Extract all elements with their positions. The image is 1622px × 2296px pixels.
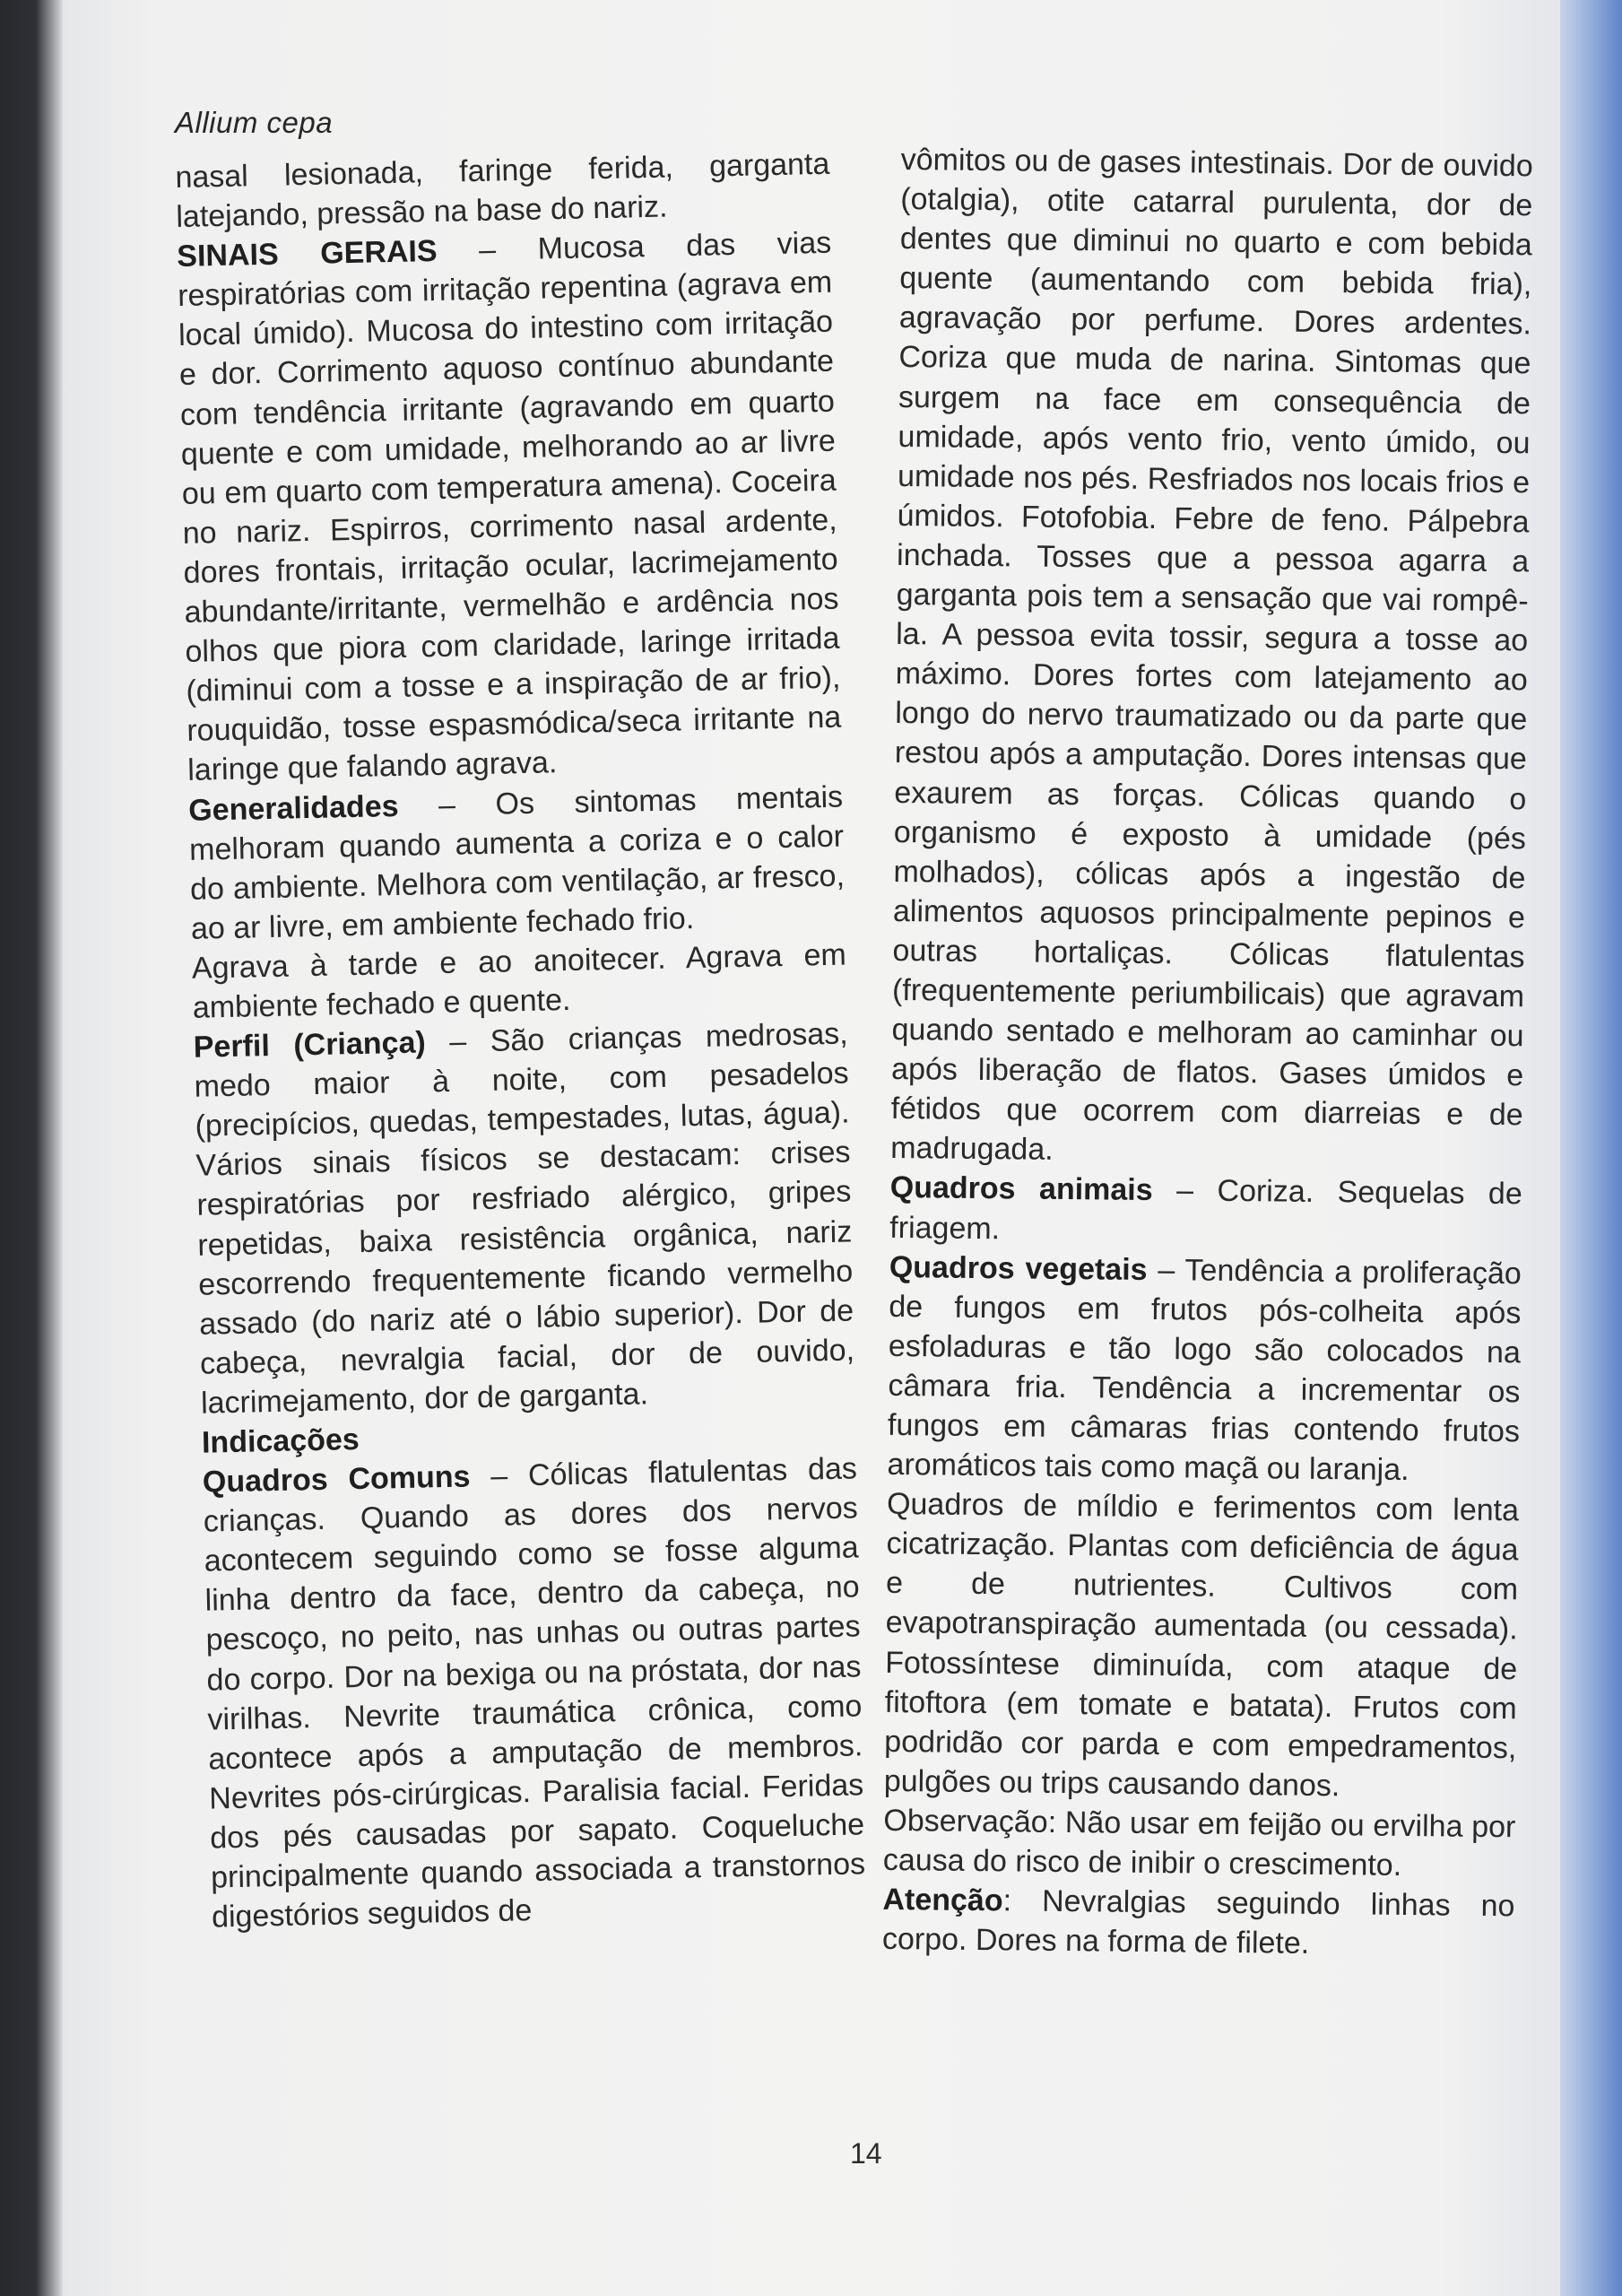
- section-label: Atenção: [882, 1883, 1003, 1918]
- section-label: SINAIS GERAIS: [176, 234, 438, 274]
- paragraph-text: – Os sintomas mentais melhoram quando aumenta a coriza e o calor do ambiente. Melhora com ventilação, ar fresco, ao ar livre, em ambiente fechado frio.: [188, 779, 846, 946]
- background-edge: [1560, 0, 1622, 2296]
- section-label: Quadros animais: [889, 1170, 1153, 1208]
- paragraph-text: – Coriza. Sequelas de friagem.: [889, 1173, 1522, 1246]
- paragraph: [177, 223, 843, 790]
- paragraph: [887, 1248, 1522, 1492]
- paragraph-text: vômitos ou de gases intestinais. Dor de ouvido (otalgia), otite catarral purulenta, dor de dentes que diminui no quarto e com bebida quente (aumentando com bebida fria), agravação por perfume. Dores ardentes. Coriza que muda de narina. Sintomas que surgem na face em consequência de umidade, após vento frio, vento úmido, ou umidade nos pés. Resfriados nos locais frios e úmidos. Fotofobia. Febre de feno. Pálpebra inchada. Tosses que a pessoa agarra a garganta pois tem a sensação que vai rompê-la. A pessoa evita tossir, segura a tosse ao máximo. Dores fortes com latejamento ao longo do nervo traumatizado ou da parte que restou após a amputação. Dores intensas que exaurem as forças. Cólicas quando o organismo é exposto à umidade (pés molhados), cólicas após a ingestão de alimentos aquosos principalmente pepinos e outras hortaliças. Cólicas flatulentas (frequentemente periumbilicais) que agravam quando sentado e melhoram ao caminhar ou após liberação de flatos. Gases úmidos e fétidos que ocorrem com diarreias e de madrugada.: [890, 142, 1533, 1168]
- paragraph: [883, 1801, 1516, 1887]
- paragraph: [202, 1448, 866, 1936]
- paragraph: [884, 1484, 1520, 1807]
- paragraph-text: – Tendência a proliferação de fungos em frutos pós-colheita após esfoladuras e tão logo são colocados na câmara fria. Tendência a incrementar os fungos em câmaras frias contendo frutos aromáticos tais como maçã ou laranja.: [887, 1252, 1522, 1488]
- paragraph: [889, 1168, 1522, 1254]
- paragraph: [175, 144, 831, 237]
- paragraph-text: : Nevralgias seguindo linhas no corpo. Dores na forma de filete.: [881, 1883, 1515, 1961]
- paragraph-text: – Cólicas flatulentas das crianças. Quando as dores dos nervos acontecem seguindo como se fosse alguma linha dentro da face, dentro da cabeça, no pescoço, no peito, nas unhas ou outras partes do corpo. Dor na bexiga ou na próstata, dor nas virilhas. Nevrite traumática crônica, como acontece após a amputação de membros. Nevrites pós-cirúrgicas. Paralisia facial. Feridas dos pés causadas por sapato. Coqueluche principalmente quando associada a transtornos digestórios seguidos de: [203, 1451, 866, 1935]
- running-title: Allium cepa: [175, 106, 334, 139]
- section-label: Quadros Comuns: [202, 1459, 471, 1500]
- paragraph-text: Observação: Não usar em feijão ou ervilha por causa do risco de inibir o crescimento.: [882, 1803, 1516, 1883]
- section-label: Generalidades: [187, 788, 399, 828]
- section-label: Quadros vegetais: [889, 1249, 1148, 1287]
- paragraph: [191, 935, 847, 1027]
- paragraph-text: Quadros de míldio e ferimentos com lenta cicatrização. Plantas com deficiência de água e de nutrientes. Cultivos com evapotranspiração aumentada (ou cessada). Fotossíntese diminuída, com ataque de fitoftora (em tomate e batata). Frutos com podridão cor parda e com empedramentos, pulgões ou trips causando danos.: [883, 1487, 1520, 1804]
- paragraph-text: nasal lesionada, faringe ferida, garganta latejando, pressão na base do nariz.: [175, 146, 830, 235]
- section-label: Perfil (Criança): [193, 1025, 427, 1065]
- paragraph-text: Agrava à tarde e ao anoitecer. Agrava em ambiente fechado e quente.: [191, 937, 847, 1025]
- page-number: 14: [850, 2137, 882, 2170]
- paragraph: [882, 1880, 1515, 1966]
- left-column: [175, 144, 866, 1937]
- right-column: [882, 140, 1533, 1966]
- paragraph: [193, 1014, 855, 1423]
- paragraph: [890, 140, 1533, 1175]
- section-heading: Indicações: [201, 1422, 360, 1460]
- paragraph-text: – Mucosa das vias respiratórias com irritação repentina (agrava em local úmido). Mucosa do intestino com irritação e dor. Corrimento aquoso contínuo abundante com tendência irritante (agravando em quarto quente e com umidade, melhorando ao ar livre ou em quarto com temperatura amena). Coceira no nariz. Espirros, corrimento nasal ardente, dores frontais, irritação ocular, lacrimejamento abundante/irritante, vermelhão e ardência nos olhos que piora com claridade, laringe irritada (diminui com a tosse e a inspiração de ar frio), rouquidão, tosse espasmódica/seca irritante na laringe que falando agrava.: [177, 225, 842, 788]
- paragraph: [188, 777, 846, 949]
- paragraph-text: – São crianças medrosas, medo maior à noite, com pesadelos (precipícios, quedas, tempestades, lutas, água). Vários sinais físicos se destacam: crises respiratórias por resfriado alérgico, gripes repetidas, baixa resistência orgânica, nariz escorrendo frequentemente ficando vermelho assado (do nariz até o lábio superior). Dor de cabeça, nevralgia facial, dor de ouvido, lacrimejamento, dor de garganta.: [194, 1016, 855, 1421]
